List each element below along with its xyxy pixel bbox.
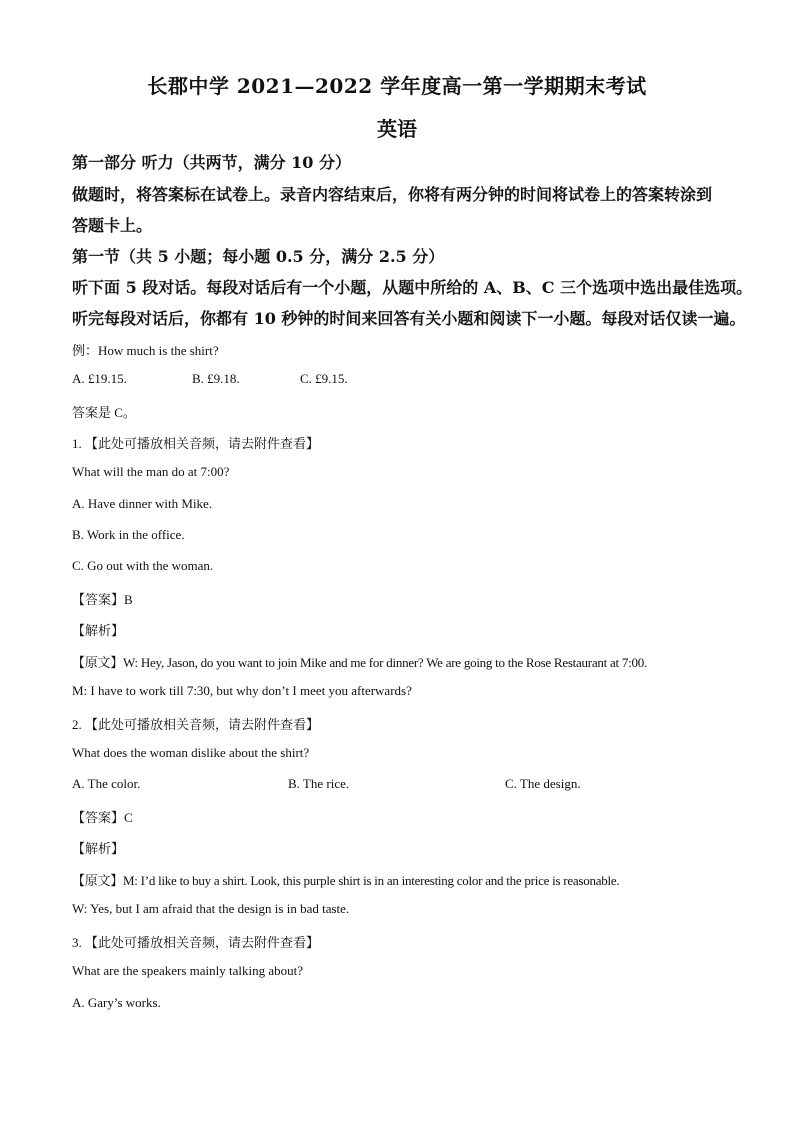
- exam-title: 长郡中学 2021—2022 学年度高一第一学期期末考试: [147, 74, 647, 98]
- q1-answer: 【答案】B: [72, 592, 133, 607]
- q2-transcript-line2: W: Yes, but I am afraid that the design is in bad taste.: [72, 901, 350, 916]
- q2-option-c: C. The design.: [505, 776, 581, 791]
- q2-option-b: B. The rice.: [288, 776, 350, 791]
- q3-question: What are the speakers mainly talking about?: [72, 963, 304, 978]
- q1-option-a: A. Have dinner with Mike.: [72, 496, 213, 511]
- part1-instructions-line1: 做题时，将答案标在试卷上。录音内容结束后，你将有两分钟的时间将试卷上的答案转涂到: [72, 185, 713, 204]
- q2-analysis: 【解析】: [72, 841, 125, 856]
- node1-instructions-line1: 听下面 5 段对话。每段对话后有一个小题，从题中所给的 A、B、C 三个选项中选出最佳选项。: [72, 278, 753, 297]
- part1-instructions-line2: 答题卡上。: [72, 216, 153, 235]
- node1-instructions-line2: 听完每段对话后，你都有 10 秒钟的时间来回答有关小题和阅读下一小题。每段对话仅读一遍。: [72, 309, 746, 328]
- example-option-c: C. £9.15.: [300, 371, 348, 386]
- example-answer: 答案是 C。: [72, 405, 136, 420]
- exam-subject: 英语: [377, 117, 417, 141]
- example-question: 例：How much is the shirt?: [72, 343, 219, 358]
- q1-transcript-line2: M: I have to work till 7:30, but why don’t I meet you afterwards?: [72, 683, 412, 698]
- q2-question: What does the woman dislike about the shirt?: [72, 745, 310, 760]
- example-option-b: B. £9.18.: [192, 371, 240, 386]
- q1-analysis: 【解析】: [72, 623, 125, 638]
- q1-question: What will the man do at 7:00?: [72, 464, 230, 479]
- q2-transcript-line1: 【原文】M: I’d like to buy a shirt. Look, this purple shirt is in an interesting color and the price is reasonable.: [72, 873, 620, 888]
- q1-transcript-line1: 【原文】W: Hey, Jason, do you want to join Mike and me for dinner? We are going to the Rose Restaurant at 7:00.: [72, 655, 648, 670]
- node1-heading: 第一节（共 5 小题；每小题 0.5 分，满分 2.5 分）: [72, 247, 445, 266]
- q3-audio-note: 3. 【此处可播放相关音频，请去附件查看】: [72, 935, 320, 950]
- q1-audio-note: 1. 【此处可播放相关音频，请去附件查看】: [72, 436, 320, 451]
- q2-audio-note: 2. 【此处可播放相关音频，请去附件查看】: [72, 717, 320, 732]
- part1-heading: 第一部分 听力（共两节，满分 10 分）: [72, 153, 351, 172]
- q2-option-a: A. The color.: [72, 776, 141, 791]
- q1-option-c: C. Go out with the woman.: [72, 558, 214, 573]
- example-option-a: A. £19.15.: [72, 371, 127, 386]
- q3-option-a: A. Gary’s works.: [72, 995, 161, 1010]
- q1-option-b: B. Work in the office.: [72, 527, 185, 542]
- q2-answer: 【答案】C: [72, 810, 133, 825]
